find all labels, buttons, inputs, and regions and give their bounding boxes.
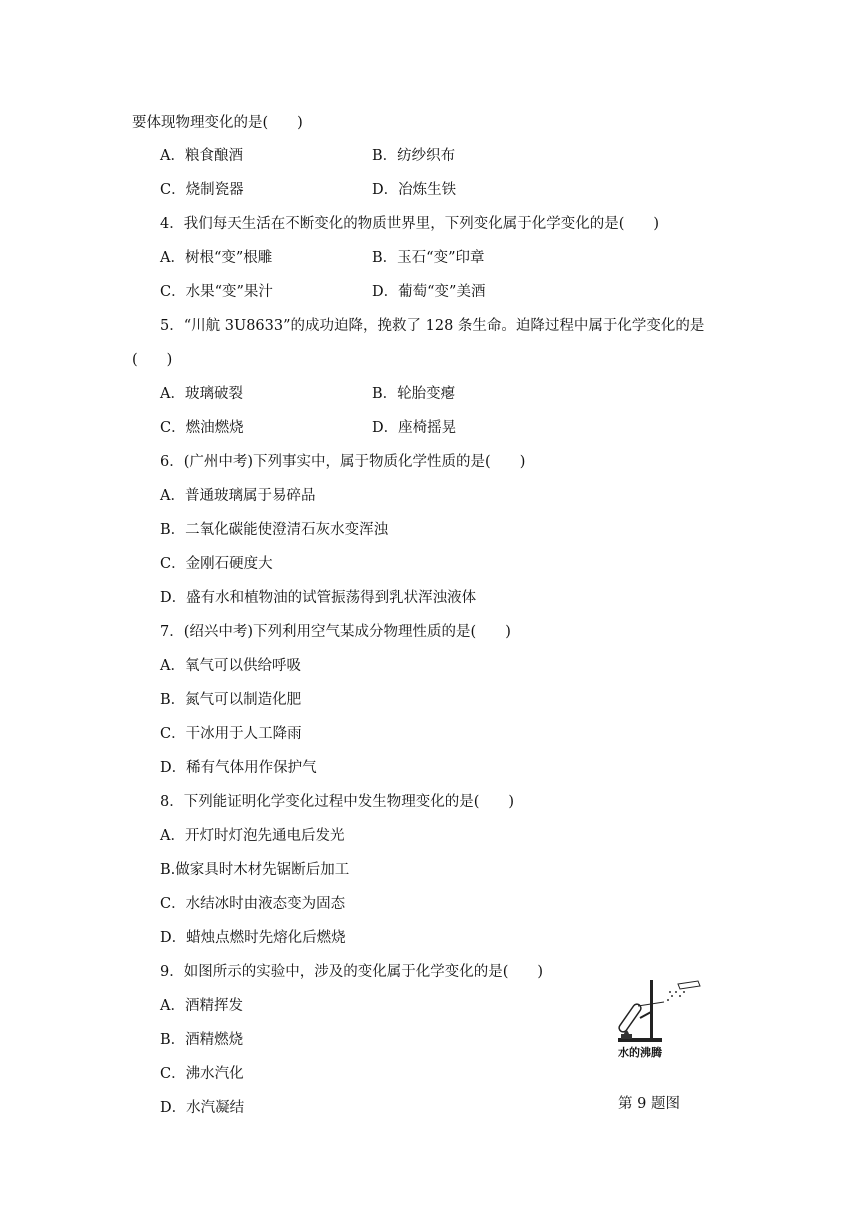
figure-caption: 第 9 题图 xyxy=(618,1096,680,1112)
question-7-stem: 7．(绍兴中考)下列利用空气某成分物理性质的是( ) xyxy=(160,624,511,640)
question-6-stem: 6．(广州中考)下列事实中，属于物质化学性质的是( ) xyxy=(160,454,526,470)
q8-option-c: C．水结冰时由液态变为固态 xyxy=(160,896,346,912)
q4-option-a: A．树根“变”根雕 xyxy=(160,250,273,266)
question-8-stem: 8．下列能证明化学变化过程中发生物理变化的是( ) xyxy=(160,794,515,810)
q4-option-b: B．玉石“变”印章 xyxy=(372,250,485,266)
q9-option-d: D．水汽凝结 xyxy=(160,1100,245,1116)
q7-option-c: C．干冰用于人工降雨 xyxy=(160,726,302,742)
q5-option-c: C．燃油燃烧 xyxy=(160,420,244,436)
boiling-water-figure xyxy=(612,978,704,1060)
q3-option-b: B．纺纱织布 xyxy=(372,148,456,164)
q3-option-a: A．粮食酿酒 xyxy=(160,148,243,164)
question-5-stem: 5．“川航 3U8633”的成功迫降，挽救了 128 条生命。迫降过程中属于化学变化的是 xyxy=(160,318,705,334)
q4-option-d: D．葡萄“变”美酒 xyxy=(372,284,486,300)
q9-option-c: C．沸水汽化 xyxy=(160,1066,244,1082)
question-5-answer-paren: ( ) xyxy=(132,352,173,368)
q8-option-d: D．蜡烛点燃时先熔化后燃烧 xyxy=(160,930,346,946)
q9-option-a: A．酒精挥发 xyxy=(160,998,243,1014)
q5-option-d: D．座椅摇晃 xyxy=(372,420,457,436)
q5-option-a: A．玻璃破裂 xyxy=(160,386,243,402)
question-9-stem: 9．如图所示的实验中，涉及的变化属于化学变化的是( ) xyxy=(160,964,544,980)
q5-option-b: B．轮胎变瘪 xyxy=(372,386,456,402)
q4-option-c: C．水果“变”果汁 xyxy=(160,284,273,300)
q9-option-b: B．酒精燃烧 xyxy=(160,1032,244,1048)
q8-option-b: B.做家具时木材先锯断后加工 xyxy=(160,862,350,878)
q6-option-a: A．普通玻璃属于易碎品 xyxy=(160,488,316,504)
q8-option-a: A．开灯时灯泡先通电后发光 xyxy=(160,828,345,844)
q7-option-d: D．稀有气体用作保护气 xyxy=(160,760,317,776)
q7-option-b: B．氮气可以制造化肥 xyxy=(160,692,302,708)
q6-option-b: B．二氧化碳能使澄清石灰水变浑浊 xyxy=(160,522,389,538)
figure-inner-caption: 水的沸腾 xyxy=(618,1046,662,1059)
q6-option-d: D．盛有水和植物油的试管振荡得到乳状浑浊液体 xyxy=(160,590,477,606)
q3-option-c: C．烧制瓷器 xyxy=(160,182,244,198)
q7-option-a: A．氧气可以供给呼吸 xyxy=(160,658,301,674)
question-3-stem-tail: 要体现物理变化的是( ) xyxy=(132,115,303,131)
q6-option-c: C．金刚石硬度大 xyxy=(160,556,273,572)
question-4-stem: 4．我们每天生活在不断变化的物质世界里，下列变化属于化学变化的是( ) xyxy=(160,216,660,232)
q3-option-d: D．冶炼生铁 xyxy=(372,182,457,198)
